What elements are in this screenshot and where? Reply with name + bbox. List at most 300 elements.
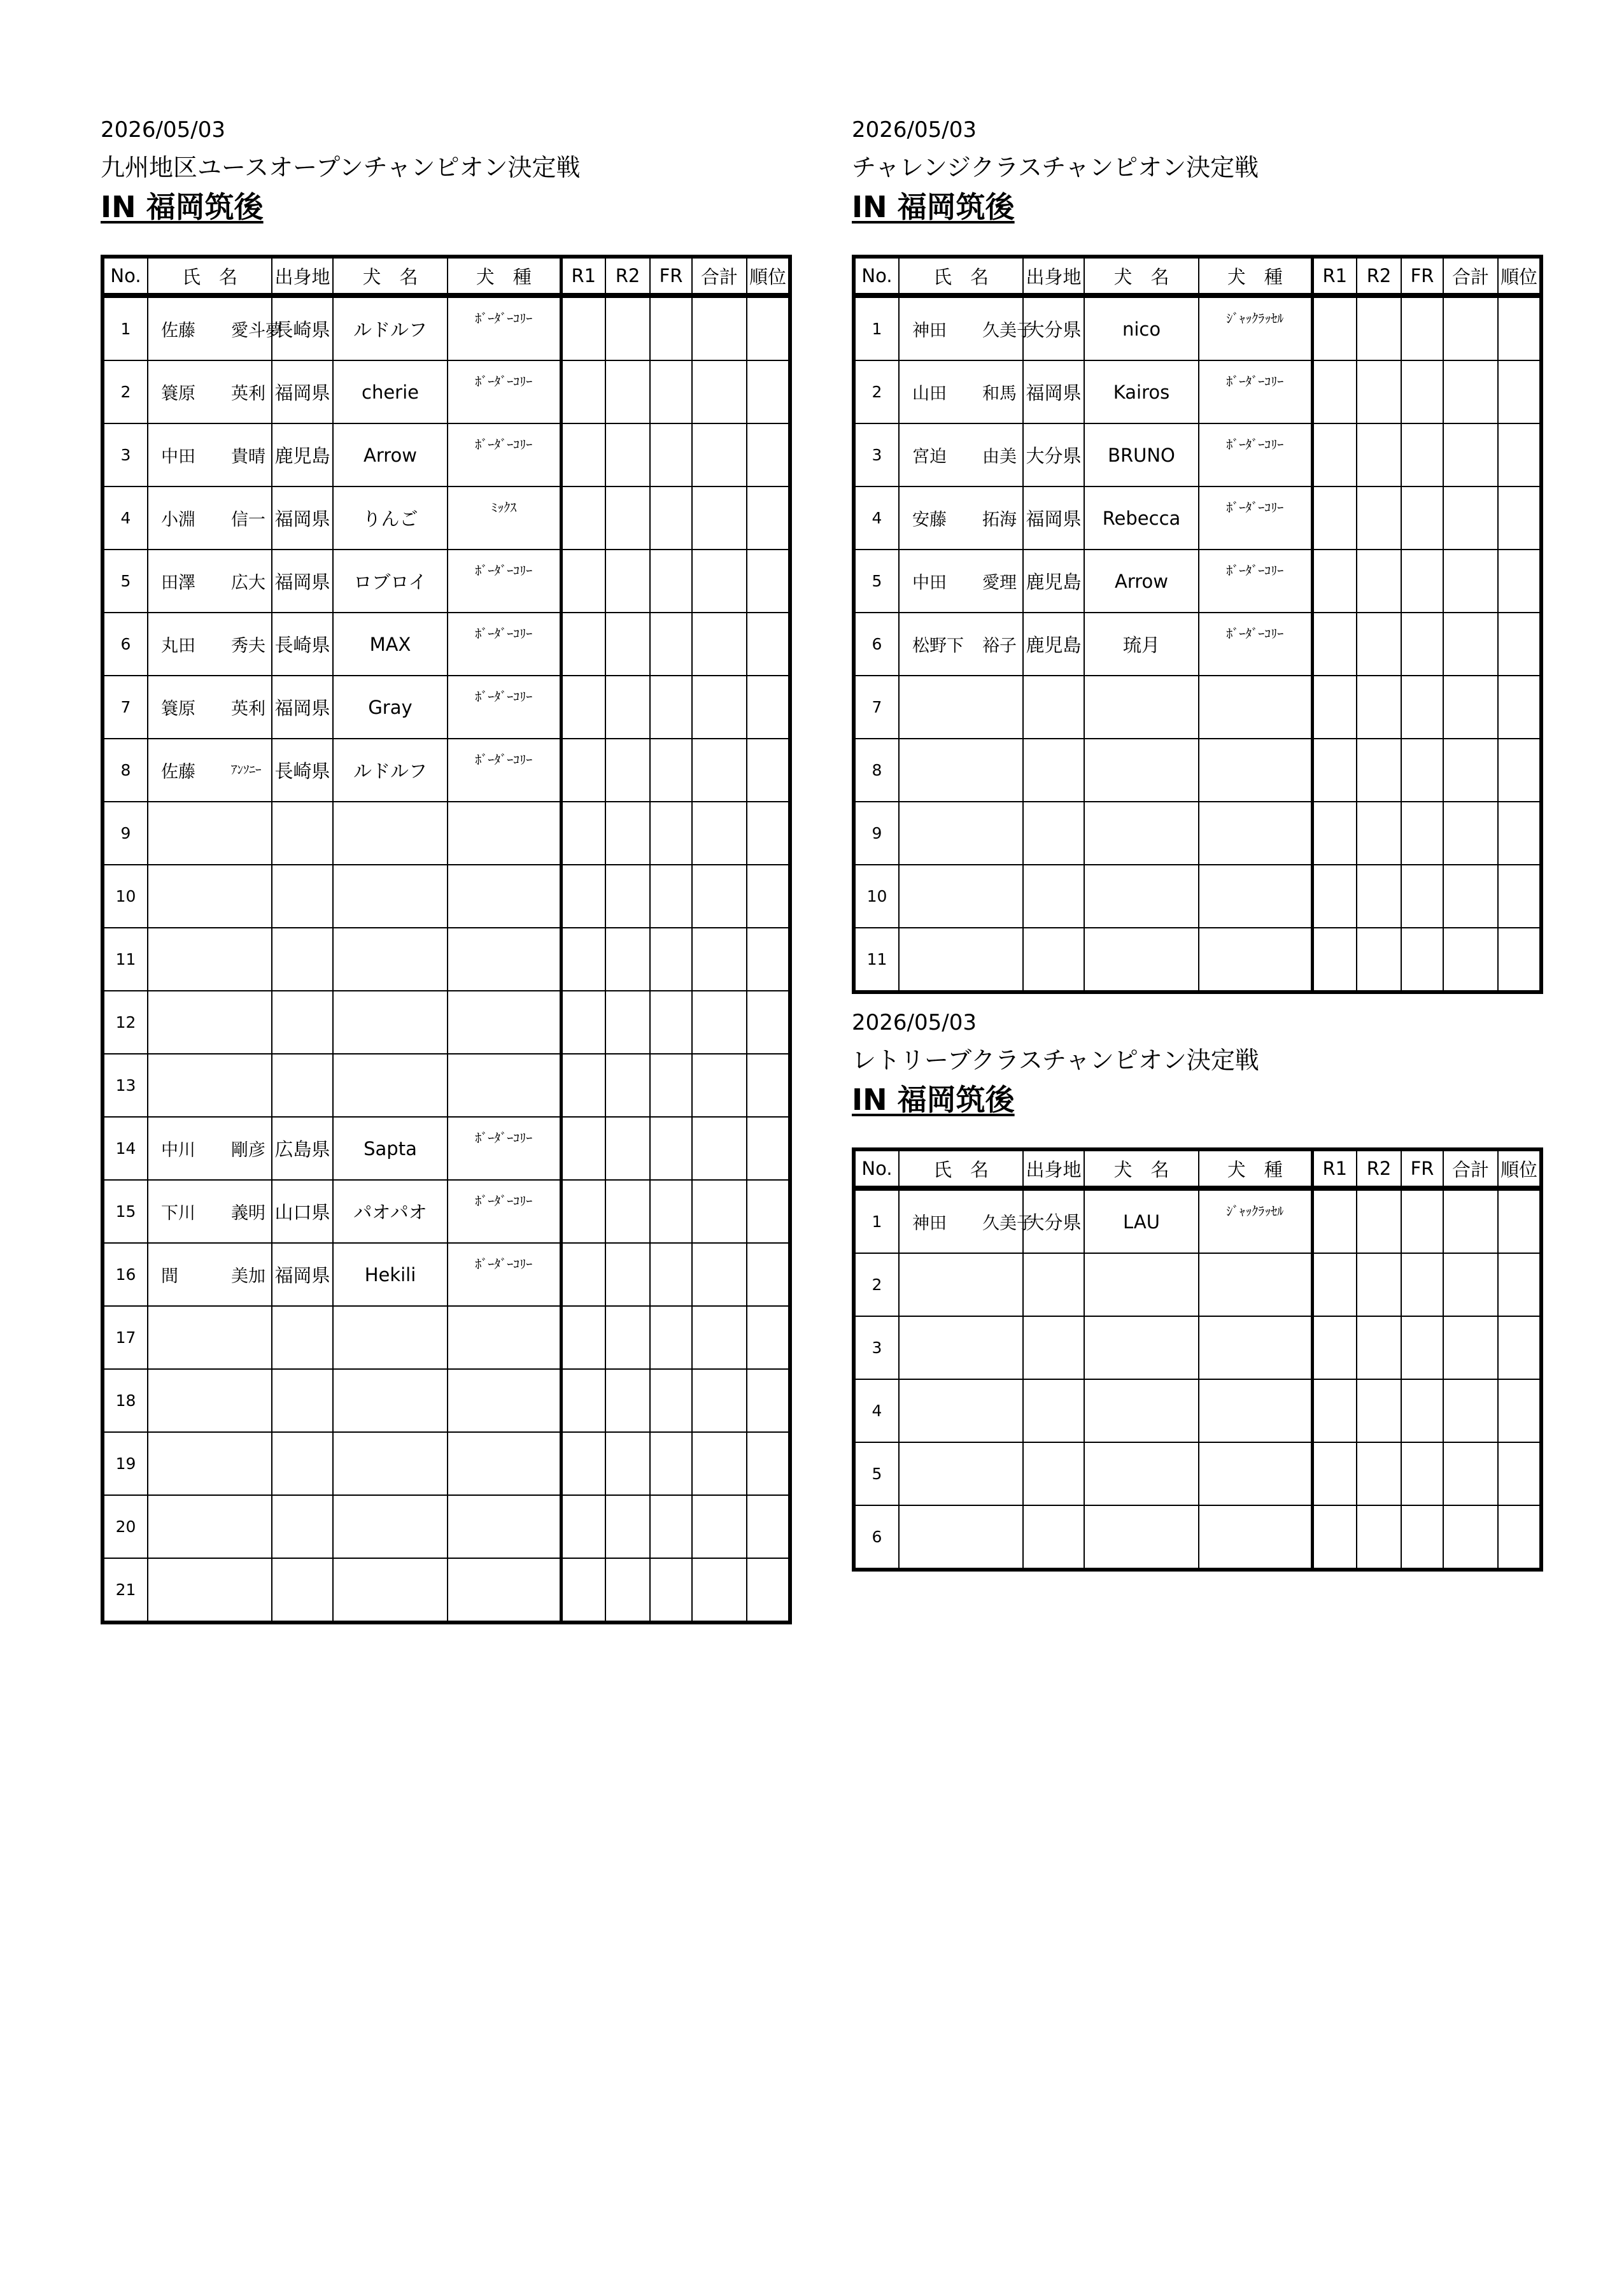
event-title: レトリーブクラスチャンピオン決定戦	[852, 1046, 1259, 1074]
table-row	[102, 1117, 790, 1180]
col-no-cell: 7	[854, 676, 899, 739]
col-pref-cell: 福岡県	[272, 486, 333, 550]
col-r1-cell	[561, 360, 605, 423]
col-r1-cell	[561, 613, 605, 676]
header-col-rank: 順位	[747, 257, 790, 295]
col-breed-cell: ﾎﾞｰﾀﾞｰｺﾘｰ	[1199, 613, 1312, 676]
col-dog-name-cell	[333, 1054, 448, 1117]
col-rank-cell	[747, 928, 790, 991]
header-col-fr: FR	[1401, 1149, 1443, 1188]
col-breed-cell	[448, 928, 561, 991]
col-breed-cell	[448, 991, 561, 1054]
table-row	[102, 1180, 790, 1243]
col-dog-name-cell: Hekili	[333, 1243, 448, 1306]
col-fr-cell	[1401, 613, 1443, 676]
col-total-cell	[692, 423, 747, 486]
col-pref-cell: 福岡県	[272, 550, 333, 613]
col-r2-cell	[1357, 1316, 1401, 1379]
col-total-cell	[692, 928, 747, 991]
event-venue: IN 福岡筑後	[101, 190, 264, 224]
col-fr-cell	[650, 360, 692, 423]
col-r1-cell	[561, 1432, 605, 1495]
header-col-rank: 順位	[1498, 257, 1541, 295]
col-no-cell: 1	[102, 295, 148, 360]
col-no-cell: 14	[102, 1117, 148, 1180]
col-r2-cell	[1357, 613, 1401, 676]
col-r1-cell	[1312, 550, 1357, 613]
header-col-breed: 犬 種	[1199, 257, 1312, 295]
col-rank-cell	[1498, 928, 1541, 992]
col-fr-cell	[650, 1432, 692, 1495]
handler-family-name: 中田	[912, 573, 947, 593]
col-r1-cell	[1312, 486, 1357, 550]
col-fr-cell	[650, 1117, 692, 1180]
col-r2-cell	[605, 928, 650, 991]
handler-family-name: 小淵	[161, 510, 195, 530]
col-total-cell	[1443, 739, 1498, 802]
col-pref-cell	[1023, 1442, 1084, 1505]
table-row	[854, 1253, 1541, 1316]
col-pref-cell	[272, 1369, 333, 1432]
col-breed-cell: ﾎﾞｰﾀﾞｰｺﾘｰ	[448, 739, 561, 802]
col-no-cell: 6	[854, 1505, 899, 1570]
col-rank-cell	[747, 865, 790, 928]
col-rank-cell	[747, 991, 790, 1054]
col-no-cell: 15	[102, 1180, 148, 1243]
col-name-cell	[899, 423, 1023, 486]
handler-given-name: 信一	[231, 510, 265, 530]
col-rank-cell	[747, 1306, 790, 1369]
col-name-cell	[899, 676, 1023, 739]
header-row	[854, 257, 1541, 295]
handler-family-name: 松野下	[912, 636, 964, 656]
handler-family-name: 間	[161, 1267, 178, 1286]
col-name-cell	[148, 1495, 272, 1558]
col-pref-cell: 福岡県	[272, 676, 333, 739]
results-table	[852, 1147, 1543, 1572]
col-no-cell: 2	[102, 360, 148, 423]
col-name-cell	[148, 739, 272, 802]
col-rank-cell	[1498, 1379, 1541, 1442]
col-r2-cell	[605, 1180, 650, 1243]
col-breed-cell	[1199, 928, 1312, 992]
col-rank-cell	[747, 613, 790, 676]
col-r2-cell	[1357, 486, 1401, 550]
col-fr-cell	[650, 613, 692, 676]
col-dog-name-cell: cherie	[333, 360, 448, 423]
handler-given-name: 英利	[231, 384, 265, 404]
col-dog-name-cell	[1084, 1253, 1199, 1316]
col-total-cell	[1443, 1442, 1498, 1505]
col-name-cell	[899, 360, 1023, 423]
header-col-r2: R2	[605, 257, 650, 295]
col-breed-cell	[448, 1054, 561, 1117]
col-rank-cell	[747, 295, 790, 360]
col-dog-name-cell	[333, 1558, 448, 1622]
header-col-r1: R1	[561, 257, 605, 295]
col-fr-cell	[1401, 486, 1443, 550]
col-rank-cell	[747, 550, 790, 613]
col-r2-cell	[1357, 928, 1401, 992]
col-r2-cell	[1357, 423, 1401, 486]
col-rank-cell	[1498, 1442, 1541, 1505]
col-pref-cell	[272, 1558, 333, 1622]
col-total-cell	[692, 486, 747, 550]
col-total-cell	[1443, 1316, 1498, 1379]
col-r1-cell	[1312, 739, 1357, 802]
col-r1-cell	[1312, 360, 1357, 423]
col-breed-cell: ﾎﾞｰﾀﾞｰｺﾘｰ	[448, 360, 561, 423]
table-row	[102, 550, 790, 613]
col-r1-cell	[1312, 928, 1357, 992]
col-pref-cell: 広島県	[272, 1117, 333, 1180]
table-row	[854, 676, 1541, 739]
col-no-cell: 5	[854, 1442, 899, 1505]
header-col-pref: 出身地	[272, 257, 333, 295]
col-rank-cell	[1498, 613, 1541, 676]
col-no-cell: 10	[102, 865, 148, 928]
handler-family-name: 中川	[161, 1140, 195, 1160]
col-name-cell	[899, 802, 1023, 865]
col-rank-cell	[747, 1369, 790, 1432]
col-name-cell	[148, 676, 272, 739]
handler-family-name: 山田	[912, 384, 947, 404]
col-rank-cell	[747, 486, 790, 550]
handler-family-name: 丸田	[161, 636, 195, 656]
col-no-cell: 13	[102, 1054, 148, 1117]
col-name-cell	[148, 1180, 272, 1243]
table-row	[102, 1495, 790, 1558]
col-no-cell: 10	[854, 865, 899, 928]
col-fr-cell	[1401, 1379, 1443, 1442]
col-no-cell: 4	[854, 486, 899, 550]
table-row	[102, 1306, 790, 1369]
col-fr-cell	[650, 802, 692, 865]
col-rank-cell	[747, 1180, 790, 1243]
col-dog-name-cell: ルドルフ	[333, 295, 448, 360]
col-total-cell	[1443, 1188, 1498, 1253]
col-breed-cell	[1199, 1316, 1312, 1379]
col-no-cell: 20	[102, 1495, 148, 1558]
col-rank-cell	[747, 676, 790, 739]
table-row	[102, 802, 790, 865]
col-name-cell	[148, 423, 272, 486]
header-col-r2: R2	[1357, 257, 1401, 295]
col-fr-cell	[650, 550, 692, 613]
col-total-cell	[1443, 613, 1498, 676]
col-no-cell: 5	[854, 550, 899, 613]
col-name-cell	[899, 1188, 1034, 1253]
col-breed-cell	[1199, 739, 1312, 802]
col-total-cell	[1443, 550, 1498, 613]
col-dog-name-cell: Arrow	[1084, 550, 1199, 613]
col-pref-cell	[1023, 865, 1084, 928]
table-row	[102, 928, 790, 991]
col-no-cell: 9	[102, 802, 148, 865]
handler-family-name: 下川	[161, 1203, 195, 1223]
col-breed-cell	[448, 1558, 561, 1622]
col-r1-cell	[1312, 1316, 1357, 1379]
col-r1-cell	[561, 1180, 605, 1243]
col-fr-cell	[650, 865, 692, 928]
col-r1-cell	[561, 1306, 605, 1369]
col-pref-cell: 鹿児島	[1023, 613, 1084, 676]
col-name-cell	[148, 1369, 272, 1432]
header-col-dog-name: 犬 名	[1084, 257, 1199, 295]
col-r1-cell	[561, 676, 605, 739]
handler-given-name: 義明	[231, 1203, 265, 1223]
col-r2-cell	[605, 1054, 650, 1117]
col-total-cell	[692, 1558, 747, 1622]
col-no-cell: 17	[102, 1306, 148, 1369]
col-breed-cell: ｼﾞｬｯｸﾗｯｾﾙ	[1199, 295, 1312, 360]
col-r2-cell	[605, 1243, 650, 1306]
header-col-dog-name: 犬 名	[333, 257, 448, 295]
col-no-cell: 21	[102, 1558, 148, 1622]
event-venue: IN 福岡筑後	[852, 1083, 1015, 1117]
col-rank-cell	[1498, 295, 1541, 360]
col-fr-cell	[650, 991, 692, 1054]
col-r1-cell	[1312, 802, 1357, 865]
header-col-fr: FR	[650, 257, 692, 295]
col-fr-cell	[1401, 295, 1443, 360]
col-breed-cell: ﾎﾞｰﾀﾞｰｺﾘｰ	[448, 676, 561, 739]
col-no-cell: 18	[102, 1369, 148, 1432]
col-r1-cell	[1312, 423, 1357, 486]
col-r1-cell	[561, 1558, 605, 1622]
table-row	[102, 1054, 790, 1117]
col-total-cell	[1443, 865, 1498, 928]
handler-given-name: 和馬	[982, 384, 1017, 404]
col-r1-cell	[1312, 1442, 1357, 1505]
col-fr-cell	[1401, 1253, 1443, 1316]
handler-given-name: 貴晴	[231, 447, 265, 467]
handler-family-name: 宮迫	[912, 447, 947, 467]
col-total-cell	[692, 802, 747, 865]
col-breed-cell	[1199, 1379, 1312, 1442]
header-col-no: No.	[102, 257, 148, 295]
col-pref-cell: 長崎県	[272, 295, 333, 360]
header-col-pref: 出身地	[1023, 257, 1084, 295]
col-r2-cell	[1357, 1505, 1401, 1570]
col-fr-cell	[650, 423, 692, 486]
col-total-cell	[1443, 1379, 1498, 1442]
col-name-cell	[148, 1243, 272, 1306]
col-name-cell	[899, 865, 1023, 928]
col-r1-cell	[561, 423, 605, 486]
handler-family-name: 中田	[161, 447, 195, 467]
col-rank-cell	[1498, 1505, 1541, 1570]
col-r2-cell	[1357, 295, 1401, 360]
table-row	[854, 865, 1541, 928]
event-venue: IN 福岡筑後	[852, 190, 1015, 224]
col-total-cell	[692, 1369, 747, 1432]
col-pref-cell: 大分県	[1023, 295, 1084, 360]
handler-given-name: 美加	[231, 1267, 265, 1286]
col-no-cell: 8	[102, 739, 148, 802]
col-name-cell	[899, 1316, 1023, 1379]
table-row	[854, 1188, 1541, 1253]
col-breed-cell	[448, 1369, 561, 1432]
col-total-cell	[692, 739, 747, 802]
col-dog-name-cell: Rebecca	[1084, 486, 1199, 550]
col-r1-cell	[561, 802, 605, 865]
results-table	[101, 255, 792, 1624]
col-breed-cell	[1199, 1442, 1312, 1505]
col-dog-name-cell	[1084, 676, 1199, 739]
col-dog-name-cell: ルドルフ	[333, 739, 448, 802]
col-rank-cell	[747, 423, 790, 486]
col-breed-cell	[448, 865, 561, 928]
competition-challenge	[852, 115, 1539, 969]
col-name-cell	[899, 550, 1023, 613]
table-row	[102, 739, 790, 802]
col-no-cell: 6	[102, 613, 148, 676]
table-row	[102, 423, 790, 486]
col-fr-cell	[1401, 739, 1443, 802]
col-name-cell	[899, 613, 1023, 676]
col-rank-cell	[747, 1432, 790, 1495]
handler-family-name: 簑原	[161, 384, 195, 404]
col-no-cell: 5	[102, 550, 148, 613]
header-row	[854, 1149, 1541, 1188]
col-no-cell: 4	[854, 1379, 899, 1442]
col-breed-cell	[1199, 802, 1312, 865]
col-r1-cell	[561, 1243, 605, 1306]
col-dog-name-cell: Sapta	[333, 1117, 448, 1180]
col-r2-cell	[605, 423, 650, 486]
col-dog-name-cell: ロブロイ	[333, 550, 448, 613]
col-pref-cell	[1023, 928, 1084, 992]
col-r2-cell	[1357, 802, 1401, 865]
handler-given-name: 久美子	[982, 321, 1034, 341]
col-dog-name-cell	[1084, 1379, 1199, 1442]
col-r1-cell	[1312, 865, 1357, 928]
col-rank-cell	[1498, 486, 1541, 550]
col-pref-cell	[1023, 1379, 1084, 1442]
col-dog-name-cell: LAU	[1084, 1188, 1199, 1253]
col-name-cell	[148, 1117, 272, 1180]
col-dog-name-cell: りんご	[333, 486, 448, 550]
col-name-cell	[148, 991, 272, 1054]
col-pref-cell: 福岡県	[272, 1243, 333, 1306]
col-r1-cell	[561, 486, 605, 550]
header-col-breed: 犬 種	[448, 257, 561, 295]
col-r1-cell	[1312, 613, 1357, 676]
col-total-cell	[692, 1243, 747, 1306]
col-fr-cell	[650, 1306, 692, 1369]
col-r2-cell	[1357, 1379, 1401, 1442]
col-dog-name-cell	[333, 991, 448, 1054]
col-r1-cell	[1312, 1379, 1357, 1442]
col-fr-cell	[650, 295, 692, 360]
table-row	[854, 928, 1541, 992]
table-row	[854, 802, 1541, 865]
table-row	[102, 1432, 790, 1495]
table-row	[102, 613, 790, 676]
col-total-cell	[1443, 360, 1498, 423]
col-breed-cell: ﾎﾞｰﾀﾞｰｺﾘｰ	[1199, 360, 1312, 423]
col-r2-cell	[605, 1369, 650, 1432]
col-fr-cell	[650, 676, 692, 739]
col-fr-cell	[650, 1054, 692, 1117]
table-row	[102, 486, 790, 550]
col-r1-cell	[561, 1495, 605, 1558]
header-col-no: No.	[854, 1149, 899, 1188]
col-fr-cell	[650, 928, 692, 991]
col-rank-cell	[1498, 1253, 1541, 1316]
col-dog-name-cell	[1084, 1316, 1199, 1379]
header-col-rank: 順位	[1498, 1149, 1541, 1188]
col-no-cell: 6	[854, 613, 899, 676]
handler-given-name: 裕子	[982, 636, 1017, 656]
col-no-cell: 19	[102, 1432, 148, 1495]
col-fr-cell	[1401, 802, 1443, 865]
col-r2-cell	[1357, 360, 1401, 423]
col-r2-cell	[1357, 1442, 1401, 1505]
col-no-cell: 11	[102, 928, 148, 991]
col-no-cell: 3	[854, 423, 899, 486]
col-r1-cell	[561, 991, 605, 1054]
col-dog-name-cell	[333, 1432, 448, 1495]
handler-given-name: 由美	[982, 447, 1017, 467]
col-breed-cell	[1199, 1253, 1312, 1316]
handler-given-name: 広大	[231, 573, 265, 593]
table-row	[102, 295, 790, 360]
col-name-cell	[148, 1054, 272, 1117]
col-dog-name-cell: Gray	[333, 676, 448, 739]
col-name-cell	[899, 1505, 1023, 1570]
col-rank-cell	[747, 802, 790, 865]
table-row	[854, 1505, 1541, 1570]
col-r2-cell	[605, 550, 650, 613]
col-name-cell	[899, 739, 1023, 802]
competition-youth	[101, 115, 788, 1599]
handler-family-name: 簑原	[161, 699, 195, 719]
col-total-cell	[692, 1180, 747, 1243]
col-total-cell	[1443, 486, 1498, 550]
col-pref-cell: 長崎県	[272, 613, 333, 676]
col-rank-cell	[1498, 423, 1541, 486]
col-name-cell	[899, 295, 1034, 360]
col-breed-cell: ﾎﾞｰﾀﾞｰｺﾘｰ	[448, 1117, 561, 1180]
col-no-cell: 1	[854, 295, 899, 360]
col-pref-cell: 鹿児島	[272, 423, 333, 486]
col-total-cell	[1443, 1505, 1498, 1570]
col-dog-name-cell: BRUNO	[1084, 423, 1199, 486]
results-table	[852, 255, 1543, 994]
col-name-cell	[148, 1306, 272, 1369]
header-col-total: 合計	[692, 257, 747, 295]
col-r1-cell	[561, 550, 605, 613]
col-r2-cell	[605, 1117, 650, 1180]
header-col-name: 氏 名	[148, 257, 272, 295]
header-col-name: 氏 名	[899, 257, 1023, 295]
handler-family-name: 安藤	[912, 510, 947, 530]
col-r1-cell	[561, 1054, 605, 1117]
col-breed-cell	[448, 1306, 561, 1369]
col-rank-cell	[747, 1558, 790, 1622]
handler-family-name: 神田	[912, 1214, 947, 1233]
col-fr-cell	[650, 1243, 692, 1306]
col-rank-cell	[1498, 739, 1541, 802]
col-r2-cell	[605, 360, 650, 423]
col-r2-cell	[605, 1558, 650, 1622]
col-r2-cell	[605, 739, 650, 802]
col-total-cell	[1443, 676, 1498, 739]
col-pref-cell	[1023, 1253, 1084, 1316]
col-total-cell	[692, 613, 747, 676]
